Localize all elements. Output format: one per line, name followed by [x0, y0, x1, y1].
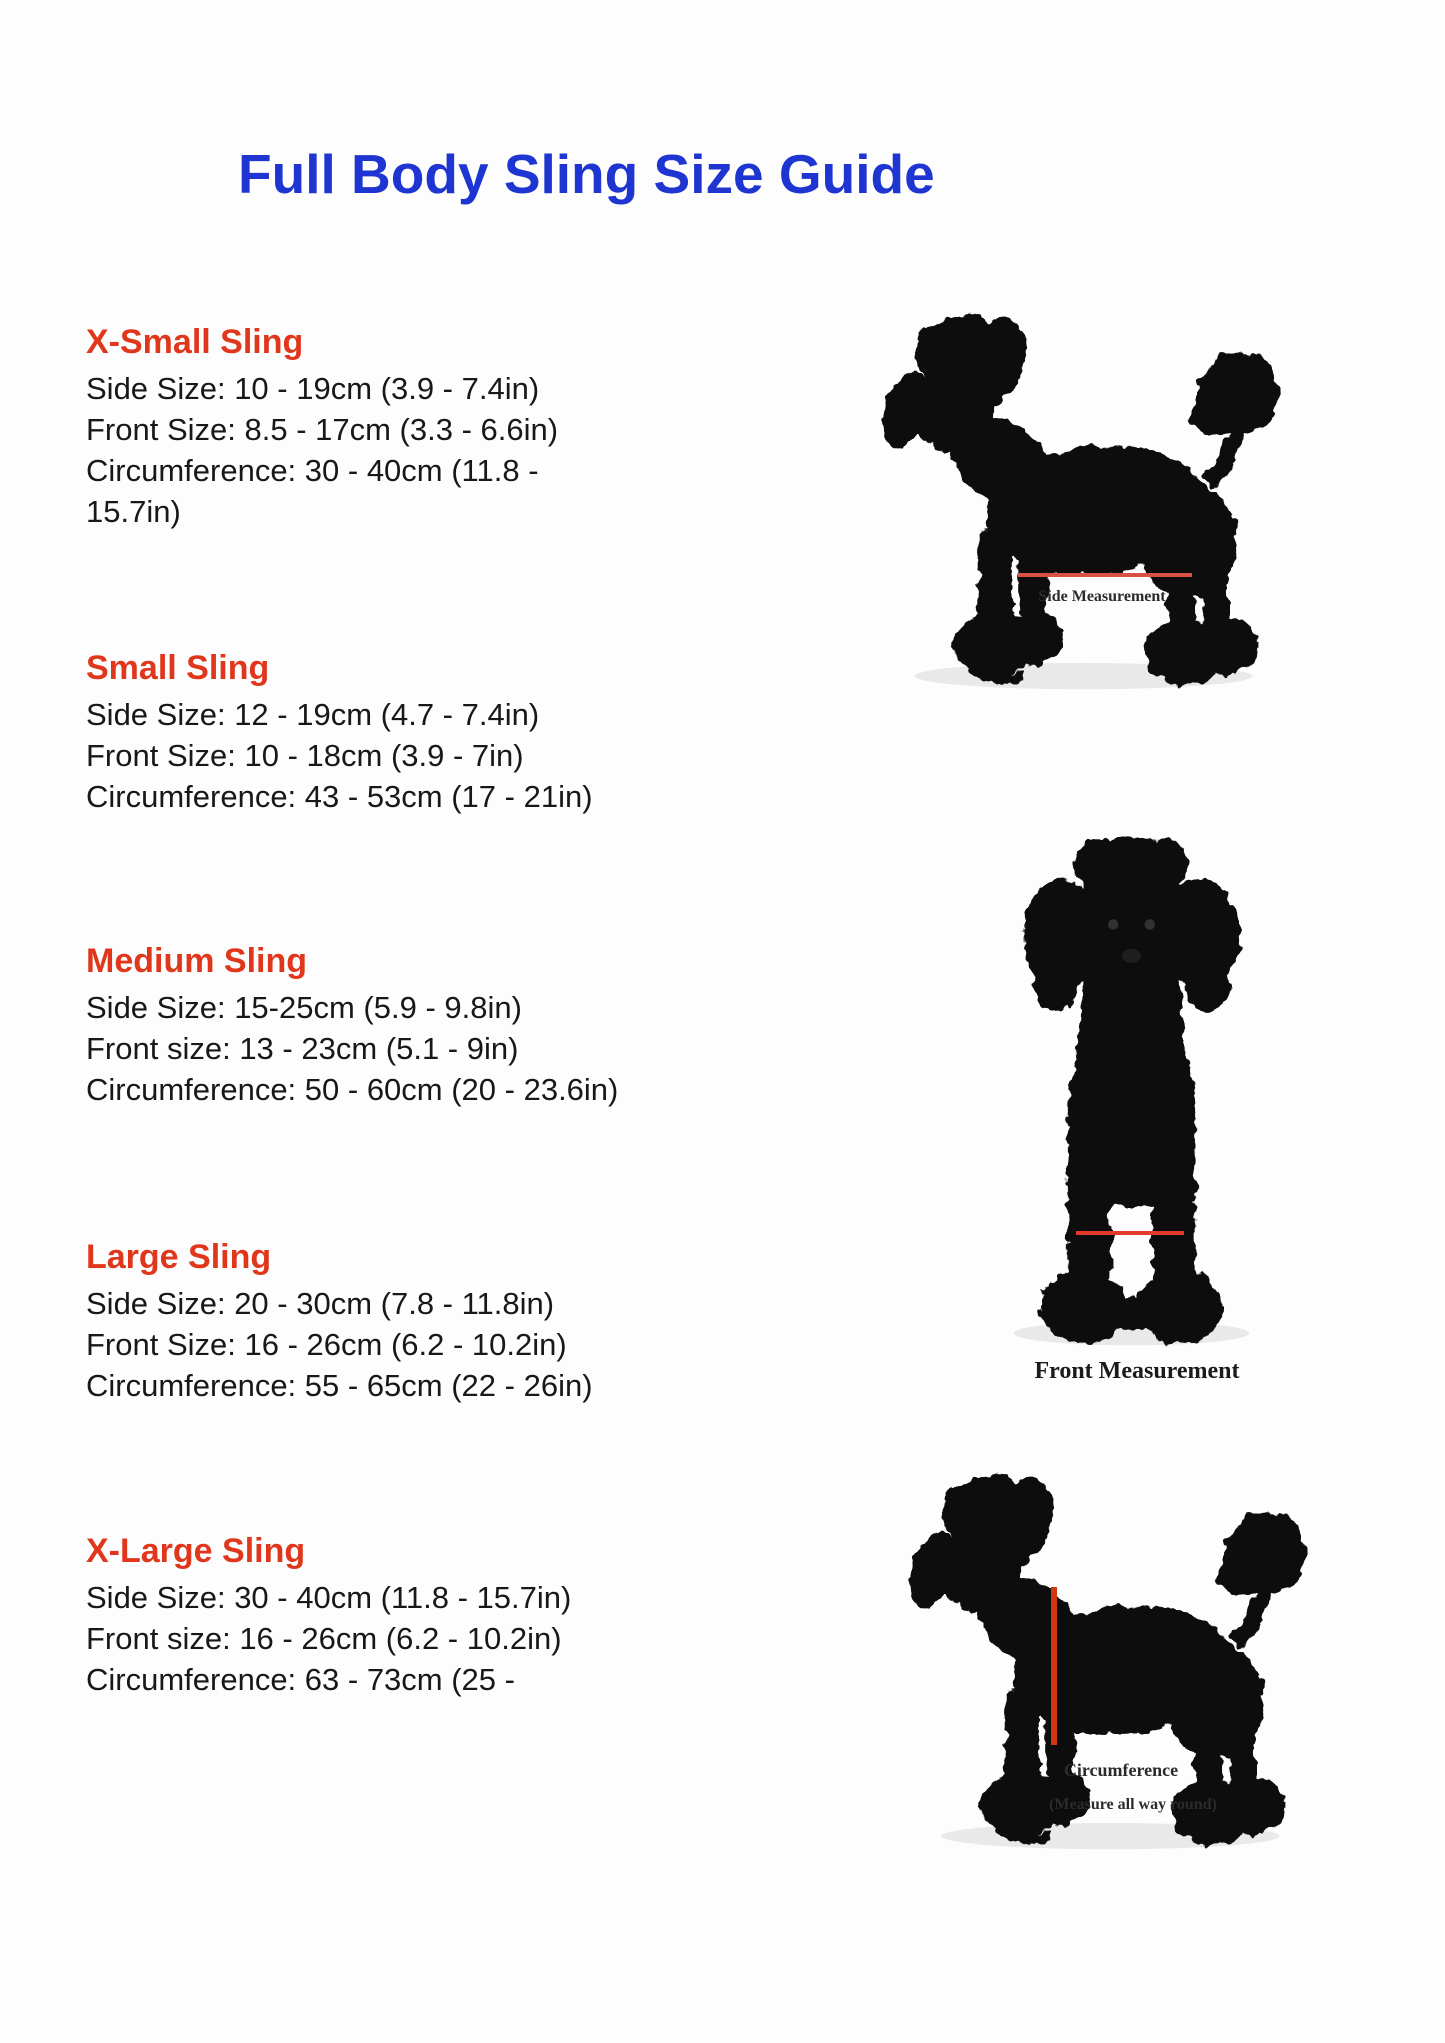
- poodle-side-photo: [858, 308, 1290, 693]
- size-line: Front Size: 8.5 - 17cm (3.3 - 6.6in): [86, 412, 559, 447]
- size-line: Front size: 13 - 23cm (5.1 - 9in): [86, 1031, 519, 1066]
- circumference-caption: Circumference: [1063, 1760, 1179, 1780]
- side-measurement-line: [1018, 573, 1192, 577]
- size-line: Circumference: 55 - 65cm (22 - 26in): [86, 1368, 593, 1403]
- size-line: Circumference: 43 - 53cm (17 - 21in): [86, 779, 593, 814]
- size-line: Front Size: 10 - 18cm (3.9 - 7in): [86, 738, 524, 773]
- size-line: Front size: 16 - 26cm (6.2 - 10.2in): [86, 1621, 562, 1656]
- section-heading: Medium Sling: [86, 942, 307, 980]
- size-line: Side Size: 20 - 30cm (7.8 - 11.8in): [86, 1286, 555, 1321]
- page-title: Full Body Sling Size Guide: [238, 143, 935, 205]
- size-line: Front Size: 16 - 26cm (6.2 - 10.2in): [86, 1327, 567, 1362]
- section-heading: X-Small Sling: [86, 323, 304, 361]
- size-line: Side Size: 15-25cm (5.9 - 9.8in): [86, 990, 522, 1025]
- front-measurement-caption: Front Measurement: [1034, 1358, 1240, 1384]
- size-line: Circumference: 63 - 73cm (25 -: [86, 1662, 515, 1697]
- front-measurement-line: [1076, 1231, 1184, 1235]
- section-x-large-sling: [86, 1531, 726, 1700]
- size-line: Circumference: 30 - 40cm (11.8 -: [86, 453, 539, 488]
- side-measurement-caption: Side Measurement: [1038, 588, 1166, 605]
- section-small-sling: [86, 648, 726, 817]
- circumference-subcaption: (Measure all way round): [1049, 1796, 1217, 1813]
- size-line: Side Size: 10 - 19cm (3.9 - 7.4in): [86, 371, 540, 406]
- section-heading: X-Large Sling: [86, 1532, 306, 1570]
- size-line: Side Size: 30 - 40cm (11.8 - 15.7in): [86, 1580, 572, 1615]
- size-line: Circumference: 50 - 60cm (20 - 23.6in): [86, 1072, 619, 1107]
- section-medium-sling: [86, 941, 726, 1110]
- poodle-side-illustration: [858, 308, 1290, 693]
- size-line: 15.7in): [86, 494, 181, 529]
- section-heading: Large Sling: [86, 1238, 272, 1276]
- poodle-front-photo: [1005, 832, 1258, 1355]
- section-x-small-sling: [86, 322, 726, 532]
- section-heading: Small Sling: [86, 649, 270, 687]
- poodle-front-illustration: [1005, 832, 1258, 1355]
- section-large-sling: [86, 1237, 726, 1406]
- size-line: Side Size: 12 - 19cm (4.7 - 7.4in): [86, 697, 540, 732]
- circumference-measurement-line: [1051, 1587, 1057, 1745]
